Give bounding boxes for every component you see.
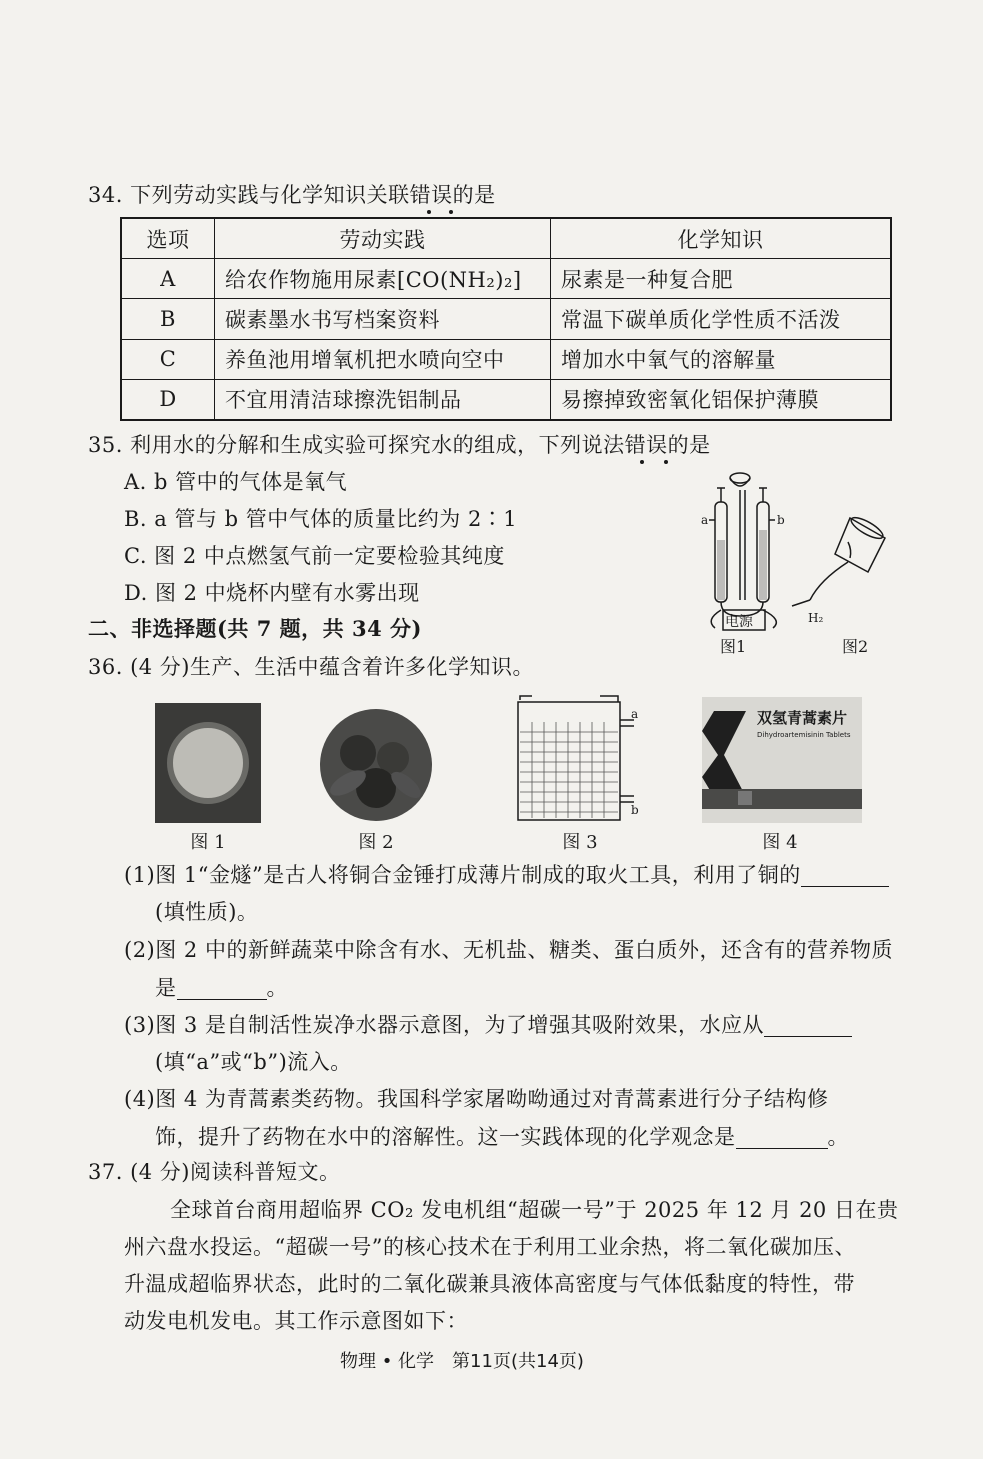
table-cell: C [121,339,215,379]
q36-part3-line2: (填“a”或“b”)流入。 [155,1050,352,1074]
q36-part2-line2: 是 。 [155,976,288,1000]
q35-option-c: C. 图 2 中点燃氢气前一定要检验其纯度 [124,544,505,568]
tube-label-a: a [701,513,709,527]
table-cell: 碳素墨水书写档案资料 [215,299,551,339]
section-heading: 二、非选择题(共 7 题，共 34 分) [88,616,422,641]
emphasis-dot [427,210,431,214]
q35-option-a: A. b 管中的气体是氧气 [124,470,348,494]
q37-paragraph-line: 升温成超临界状态，此时的二氧化碳兼具液体高密度与气体低黏度的特性，带 [124,1272,855,1296]
q36-part1-line1: (1)图 1“金燧”是古人将铜合金锤打成薄片制成的取火工具，利用了铜的 [124,863,889,887]
answer-blank[interactable] [764,1016,852,1037]
table-cell: A [121,259,215,299]
q35-option-b: B. a 管与 b 管中气体的质量比约为 2∶1 [124,507,518,531]
table-header-cell: 选项 [121,218,215,259]
medicine-box-title: 双氢青蒿素片 [757,709,848,727]
table-cell: 常温下碳单质化学性质不活泼 [551,299,892,339]
q35-option-d: D. 图 2 中烧杯内壁有水雾出现 [124,581,420,605]
fig-caption: 图 2 [358,832,394,853]
table-cell: 尿素是一种复合肥 [551,259,892,299]
table-row [121,299,891,339]
table-header-row [121,218,891,259]
medicine-box-subtitle: Dihydroartemisinin Tablets [757,731,851,739]
table-header-cell: 劳动实践 [215,218,551,259]
emphasis-dot [449,210,453,214]
table-cell: 给农作物施用尿素[CO(NH₂)₂] [215,259,551,299]
emphasis-dot [664,460,668,464]
q36-part3-line1: (3)图 3 是自制活性炭净水器示意图，为了增强其吸附效果，水应从 [124,1013,852,1037]
answer-blank[interactable] [801,866,889,887]
answer-blank[interactable] [736,1128,828,1149]
fig1-caption: 图1 [720,637,747,656]
q37-paragraph-line: 州六盘水投运。“超碳一号”的核心技术在于利用工业余热，将二氧化碳加压、 [124,1235,856,1259]
bronze-mirror-photo [155,703,261,823]
q37-paragraph-line: 全球首台商用超临界 CO₂ 发电机组“超碳一号”于 2025 年 12 月 20 日在贵 [170,1198,899,1222]
q36-stem: 36. (4 分)生产、生活中蕴含着许多化学知识。 [88,655,534,679]
fig2-caption: 图2 [842,637,869,656]
vegetables-photo [318,703,434,823]
fig-caption: 图 4 [762,832,798,853]
fig-caption: 图 1 [190,832,226,853]
table-header-cell: 化学知识 [551,218,892,259]
table-row [121,259,891,299]
power-label: 电源 [725,614,753,630]
table-row [121,379,891,420]
q36-part1-line2: (填性质)。 [155,900,259,924]
page-footer: 物理 • 化学 第11页(共14页) [340,1351,584,1372]
q37-paragraph-line: 动发电机发电。其工作示意图如下： [124,1309,468,1333]
hydrogen-combustion-figure [790,510,890,625]
tube-label-b: b [777,513,785,527]
table-cell: 养鱼池用增氧机把水喷向空中 [215,339,551,379]
q36-part4-line1: (4)图 4 为青蒿素类药物。我国科学家屠呦呦通过对青蒿素进行分子结构修 [124,1087,829,1111]
table-cell: D [121,379,215,420]
q36-part2-line1: (2)图 2 中的新鲜蔬菜中除含有水、无机盐、糖类、蛋白质外，还含有的营养物质 [124,938,893,962]
q37-stem: 37. (4 分)阅读科普短文。 [88,1160,341,1184]
answer-blank[interactable] [177,979,267,1000]
medicine-box-photo [702,697,862,823]
h2-label: H₂ [808,611,824,625]
table-cell: B [121,299,215,339]
inlet-label-b: b [631,803,639,817]
table-cell: 不宜用清洁球擦洗铝制品 [215,379,551,420]
electrolysis-apparatus-figure [695,460,805,635]
table-cell: 增加水中氧气的溶解量 [551,339,892,379]
q36-part4-line2: 饰，提升了药物在水中的溶解性。这一实践体现的化学观念是 。 [155,1125,849,1149]
table-row [121,339,891,379]
q34-table [120,217,892,421]
fig-caption: 图 3 [562,832,598,853]
table-cell: 易擦掉致密氧化铝保护薄膜 [551,379,892,420]
emphasis-dot [640,460,644,464]
q35-stem: 35. 利用水的分解和生成实验可探究水的组成，下列说法错误的是 [88,433,711,457]
q34-stem: 34. 下列劳动实践与化学知识关联错误的是 [88,183,496,207]
inlet-label-a: a [631,707,639,721]
water-purifier-diagram [512,692,644,824]
